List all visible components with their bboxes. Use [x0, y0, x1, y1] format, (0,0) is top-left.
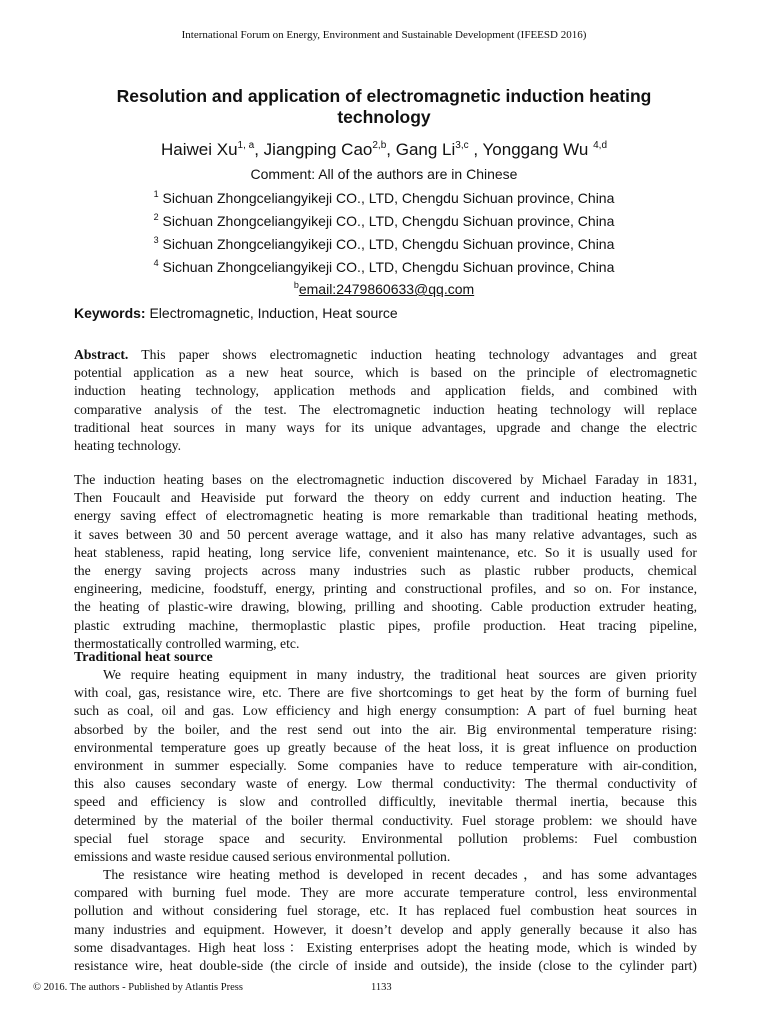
section-line: emissions and waste residue caused serious environmental pollution. [74, 848, 451, 864]
footer-copyright: © 2016. The authors - Published by Atlantis Press [33, 982, 243, 993]
section-line: special fuel storage space and security. Environmental pollution problems: Fuel combustion [74, 830, 697, 846]
paper-title [60, 86, 708, 128]
email-line [0, 281, 768, 297]
author-name: Yonggang Wu [482, 140, 594, 159]
authors-comment: Comment: All of the authors are in Chinese [250, 166, 518, 182]
intro-paragraph [74, 471, 697, 653]
author-name: Haiwei Xu [160, 140, 238, 159]
keywords-text: Electromagnetic, Induction, Heat source [145, 305, 398, 321]
section-line: this also causes secondary waste of energy. Low thermal conductivity: The thermal conductivity of [74, 776, 697, 792]
conference-header: International Forum on Energy, Environment and Sustainable Development (IFEESD 2016) [181, 29, 587, 41]
affiliation-1 [0, 190, 768, 206]
affiliation-3 [0, 236, 768, 252]
author-list [0, 140, 768, 160]
intro-line: heat stableness, rapid heating, long service life, convenient maintenance, etc. So it is usually used for [74, 544, 697, 560]
section-line: some disadvantages. High heat loss：Existing enterprises adopt the heating mode, which is winded by [74, 939, 697, 955]
author-separator: , [468, 140, 483, 159]
abstract [74, 346, 697, 455]
abstract-line: potential application as a new heat source, which is based on the principle of electromagnetic [74, 365, 697, 381]
abstract-line: heating technology. [74, 437, 182, 453]
abstract-line: induction heating technology, application methods and application fields, and combined with [74, 383, 697, 399]
affiliation-number: 3 [153, 235, 159, 245]
intro-line: plastic extruding machine, thermoplastic plastic pipes, profile production. Heat tracing pipeline, [74, 617, 697, 633]
section-paragraph-1 [74, 666, 697, 866]
abstract-line: comparative analysis of the test. The electromagnetic induction heating technology will replace [74, 401, 697, 417]
email-superscript: b [293, 280, 299, 290]
intro-line: energy saving effect of electromagnetic heating is more remarkable than traditional heating methods, [74, 508, 697, 524]
affiliation-4 [0, 259, 768, 275]
section-paragraph-2 [74, 866, 697, 975]
author-superscript: 1, a [237, 140, 255, 151]
intro-line: the heating of plastic-wire drawing, blowing, prilling and shooting. Cable production extruder heating, [74, 599, 697, 615]
section-line: resistance wire, heat double-side (the circle of inside and outside), the inside (close to the cylinder part) [74, 957, 697, 973]
intro-line: the energy saving projects across many industries such as plastic rubber products, chemical [74, 562, 697, 578]
affiliation-text: Sichuan Zhongceliangyikeji CO., LTD, Chengdu Sichuan province, China [158, 259, 615, 275]
author-name: Gang Li [395, 140, 456, 159]
affiliation-number: 2 [153, 212, 159, 222]
affiliation-2 [0, 213, 768, 229]
author-superscript: 3,c [455, 140, 469, 151]
section-line: such as coal, oil and gas. Low efficiency and high energy consumption: A part of fuel burning heat [74, 703, 697, 719]
section-line: environmental temperature goes up greatly because of the heat loss, it is great influence on production [74, 739, 697, 755]
author-separator: , [386, 140, 396, 159]
affiliation-text: Sichuan Zhongceliangyikeji CO., LTD, Chengdu Sichuan province, China [158, 236, 615, 252]
section-line: determined by the material of the boiler thermal conductivity. Fuel storage problem: we should have [74, 812, 697, 828]
section-line: pollution and without considering fuel storage, etc. It has replaced fuel combustion heat sources in [74, 903, 697, 919]
section-line: The resistance wire heating method is developed in recent decades，and has some advantages [103, 867, 697, 882]
intro-line: it saves between 30 and 50 percent average wattage, and it also has many relative advantages, such as [74, 526, 697, 542]
author-superscript: 4,d [593, 140, 608, 151]
affiliation-number: 4 [153, 258, 159, 268]
intro-line: Then Foucault and Heaviside put forward the theory on eddy current and induction heating. The [74, 490, 697, 506]
abstract-label: Abstract. [74, 347, 129, 362]
abstract-line [74, 346, 697, 364]
section-line: with coal, gas, resistance wire, etc. There are five shortcomings to get heat by the form of burning fuel [74, 685, 697, 701]
section-line: environment in summer especially. Some companies have to reduce temperature with air-condition, [74, 757, 697, 773]
section-line: We require heating equipment in many industry, the traditional heat sources are given priority [103, 667, 697, 682]
author-name: Jiangping Cao [263, 140, 373, 159]
abstract-text: This paper shows electromagnetic induction heating technology advantages and great [128, 347, 697, 362]
keywords [74, 305, 398, 321]
section-line: many industries and equipment. However, it doesn’t develop and apply generally because it also has [74, 921, 697, 937]
section-heading: Traditional heat source [74, 650, 213, 665]
abstract-line: traditional heat sources in many ways for its unique advantages, upgrade and change the electric [74, 419, 697, 435]
intro-line: thermostatically controlled warming, etc. [74, 635, 300, 651]
affiliation-number: 1 [153, 189, 159, 199]
section-line: speed and efficiency is slow and controlled difficultly, inevitable thermal inertia, because this [74, 794, 697, 810]
author-superscript: 2,b [372, 140, 387, 151]
affiliation-text: Sichuan Zhongceliangyikeji CO., LTD, Chengdu Sichuan province, China [158, 190, 615, 206]
keywords-label: Keywords: [74, 305, 146, 321]
section-line: absorbed by the boiler, and the rest send out into the air. Big environmental temperature rising: [74, 721, 697, 737]
intro-line: engineering, medicine, foodstuff, energy, printing and constructional profiles, and so on. For instance, [74, 581, 697, 597]
section-line: compared with burning fuel mode. They are more accurate temperature control, less environmental [74, 885, 697, 901]
intro-line: The induction heating bases on the electromagnetic induction discovered by Michael Faraday in 1831, [74, 472, 697, 487]
page-number: 1133 [371, 982, 392, 993]
affiliation-text: Sichuan Zhongceliangyikeji CO., LTD, Chengdu Sichuan province, China [158, 213, 615, 229]
paper-title-line-2: technology [337, 107, 431, 127]
paper-title-line-1: Resolution and application of electromagnetic induction heating [116, 86, 652, 106]
author-separator: , [254, 140, 264, 159]
email-link[interactable]: email:2479860633@qq.com [298, 281, 475, 297]
